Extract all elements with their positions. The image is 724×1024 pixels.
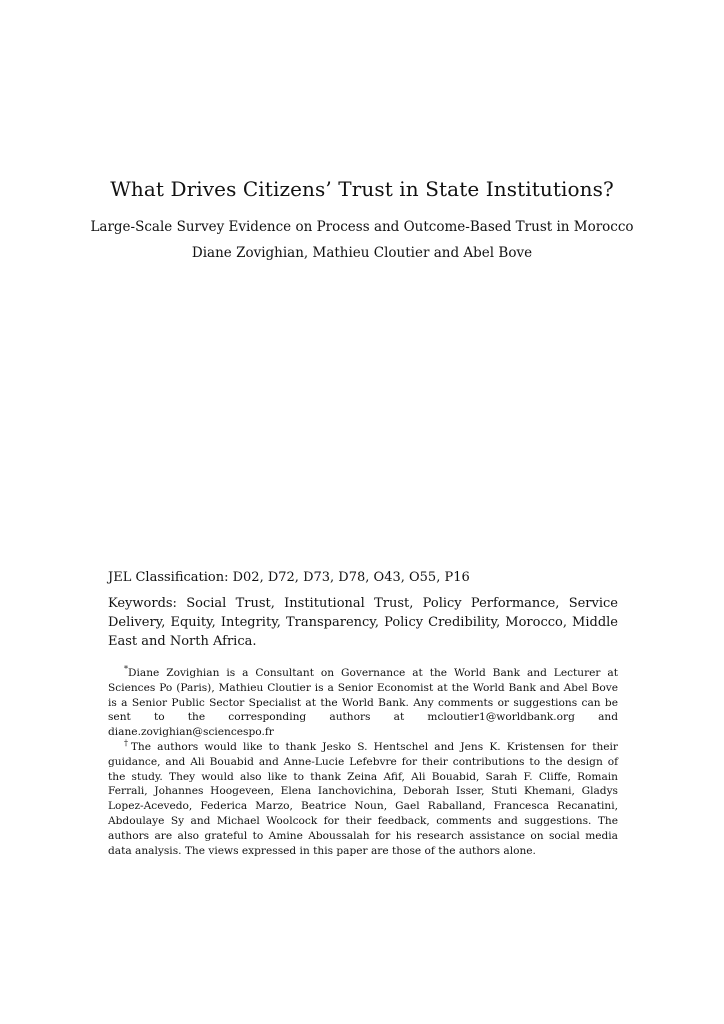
footnote-acknowledgements	[108, 740, 618, 858]
footnotes	[108, 666, 618, 858]
footnote-text: Diane Zovighian is a Consultant on Governance at the World Bank and Lecturer at Sciences Po (Paris), Mathieu Cloutier is a Senior Economist at the World Bank and Abel Bove is a Senior Public Sector Specialist at the World Bank. Any comments or suggestions can be sent to the corresponding authors at mcloutier1@worldbank.org and diane.zovighian@sciencespo.fr	[108, 667, 618, 739]
paper-subtitle: Large-Scale Survey Evidence on Process and Outcome-Based Trust in Morocco	[90, 219, 634, 235]
paper-authors: Diane Zovighian, Mathieu Cloutier and Abel Bove	[191, 245, 533, 261]
footnote-marker: †	[124, 738, 131, 748]
keywords: Keywords: Social Trust, Institutional Trust, Policy Performance, Service Delivery, Equity, Integrity, Transparency, Policy Credibility, Morocco, Middle East and North Africa.	[108, 596, 618, 649]
footnote-text: The authors would like to thank Jesko S. Hentschel and Jens K. Kristensen for their guidance, and Ali Bouabid and Anne-Lucie Lefebvre for their contributions to the design of the study. They would also like to thank Zeina Afif, Ali Bouabid, Sarah F. Cliffe, Romain Ferrali, Johannes Hoogeveen, Elena Ianchovichina, Deborah Isser, Stuti Khemani, Gladys Lopez-Acevedo, Federica Marzo, Beatrice Noun, Gael Raballand, Francesca Recanatini, Abdoulaye Sy and Michael Woolcock for their feedback, comments and suggestions. The authors are also grateful to Amine Aboussalah for his research assistance on social media data analysis. The views expressed in this paper are those of the authors alone.	[108, 740, 618, 857]
footnote-marker: *	[124, 664, 128, 674]
footnote-affiliations	[108, 666, 618, 740]
paper-title: What Drives Citizens’ Trust in State Institutions?	[110, 177, 614, 201]
jel-classification: JEL Classification: D02, D72, D73, D78, O43, O55, P16	[108, 570, 470, 585]
